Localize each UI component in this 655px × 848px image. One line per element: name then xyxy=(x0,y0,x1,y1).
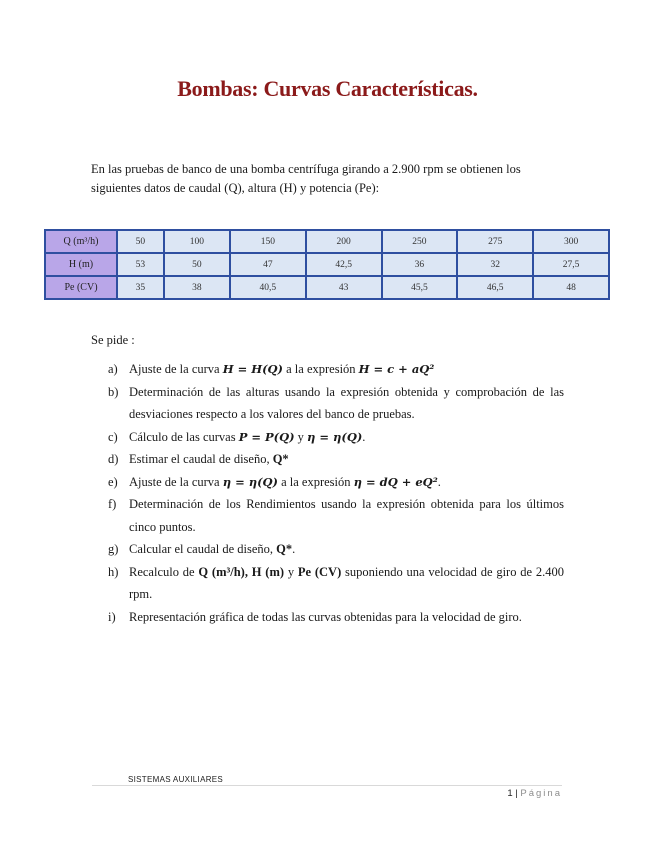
table-row xyxy=(45,230,609,253)
data-table xyxy=(44,229,610,300)
table-cell: 300 xyxy=(533,230,609,253)
table-cell: 45,5 xyxy=(382,276,458,299)
list-item xyxy=(108,606,564,629)
math-expression: η = η(Q) xyxy=(307,429,363,444)
table-cell: 43 xyxy=(306,276,382,299)
item-text: y xyxy=(284,564,298,579)
page-separator: | xyxy=(515,788,518,799)
math-expression: η = dQ + eQ² xyxy=(353,474,438,489)
page-number xyxy=(507,788,562,799)
page-number-value: 1 xyxy=(507,788,513,799)
bold-term: Q* xyxy=(272,452,289,466)
table-cell: 38 xyxy=(164,276,230,299)
item-text: Determinación de las alturas usando la expresión obtenida y comprobación de las desviaciones respecto a los valores del banco de pruebas. xyxy=(129,384,564,421)
item-letter: i) xyxy=(108,609,116,624)
table-cell: 36 xyxy=(382,253,458,276)
item-text: y xyxy=(294,429,308,444)
list-item xyxy=(108,448,564,471)
table-cell: 250 xyxy=(382,230,458,253)
document-title: Bombas: Curvas Características. xyxy=(177,76,478,101)
table-cell: 42,5 xyxy=(306,253,382,276)
table-cell: 27,5 xyxy=(533,253,609,276)
table-cell: 53 xyxy=(117,253,164,276)
table-cell: 40,5 xyxy=(230,276,306,299)
table-cell: 46,5 xyxy=(457,276,533,299)
item-text: Estimar el caudal de diseño, xyxy=(129,452,273,466)
row-header-h: H (m) xyxy=(45,253,117,276)
item-text: Cálculo de las curvas xyxy=(129,429,239,444)
footer-divider xyxy=(92,785,562,786)
table-cell: 275 xyxy=(457,230,533,253)
item-text: Determinación de los Rendimientos usando la expresión obtenida para los últimos cinco puntos. xyxy=(129,497,564,534)
item-letter: a) xyxy=(108,362,118,376)
item-text: Recalculo de xyxy=(129,564,199,579)
page-word: Página xyxy=(520,788,562,799)
list-item xyxy=(108,561,564,606)
row-header-q: Q (m³/h) xyxy=(45,230,117,253)
table-cell: 150 xyxy=(230,230,306,253)
table-row xyxy=(45,276,609,299)
list-item xyxy=(108,381,564,426)
math-expression: H = H(Q) xyxy=(222,362,283,376)
item-letter: h) xyxy=(108,564,119,579)
item-letter: g) xyxy=(108,542,119,556)
table-cell: 47 xyxy=(230,253,306,276)
item-text: a la expresión xyxy=(283,362,359,376)
item-letter: d) xyxy=(108,452,119,466)
table-cell: 200 xyxy=(306,230,382,253)
item-text: Calcular el caudal de diseño, xyxy=(129,542,277,556)
bold-term: Pe (CV) xyxy=(297,564,342,579)
intro-paragraph: En las pruebas de banco de una bomba centrífuga girando a 2.900 rpm se obtienen los siguientes datos de caudal (Q), altura (H) y potencia (Pe): xyxy=(91,162,521,195)
math-expression: H = c + aQ² xyxy=(358,362,435,376)
item-text: suponiendo una velocidad de giro de 2.400 rpm. xyxy=(129,564,564,601)
table-cell: 50 xyxy=(117,230,164,253)
bold-term: Q (m³/h), H (m) xyxy=(198,564,285,579)
table-cell: 100 xyxy=(164,230,230,253)
item-text: . xyxy=(292,542,296,556)
item-text: a la expresión xyxy=(277,474,354,489)
list-item xyxy=(108,538,564,561)
list-item xyxy=(108,493,564,538)
table-cell: 48 xyxy=(533,276,609,299)
list-item xyxy=(108,471,564,494)
item-letter: c) xyxy=(108,429,118,444)
footer-label: SISTEMAS AUXILIARES xyxy=(128,775,224,784)
table-row xyxy=(45,253,609,276)
item-letter: f) xyxy=(108,497,117,511)
row-header-pe: Pe (CV) xyxy=(45,276,117,299)
se-pide-heading: Se pide : xyxy=(91,333,135,347)
table-cell: 35 xyxy=(117,276,164,299)
math-expression: η = η(Q) xyxy=(222,474,278,489)
table-cell: 32 xyxy=(457,253,533,276)
table-cell: 50 xyxy=(164,253,230,276)
item-text: Ajuste de la curva xyxy=(129,362,223,376)
task-list xyxy=(108,358,564,628)
list-item xyxy=(108,426,564,449)
math-expression: P = P(Q) xyxy=(238,429,295,444)
item-text: Ajuste de la curva xyxy=(129,474,223,489)
bold-term: Q* xyxy=(276,542,293,556)
item-letter: e) xyxy=(108,474,118,489)
item-text: . xyxy=(362,429,366,444)
item-text: Representación gráfica de todas las curvas obtenidas para la velocidad de giro. xyxy=(129,609,522,624)
item-letter: b) xyxy=(108,384,119,399)
list-item xyxy=(108,358,564,381)
item-text: . xyxy=(437,474,441,489)
